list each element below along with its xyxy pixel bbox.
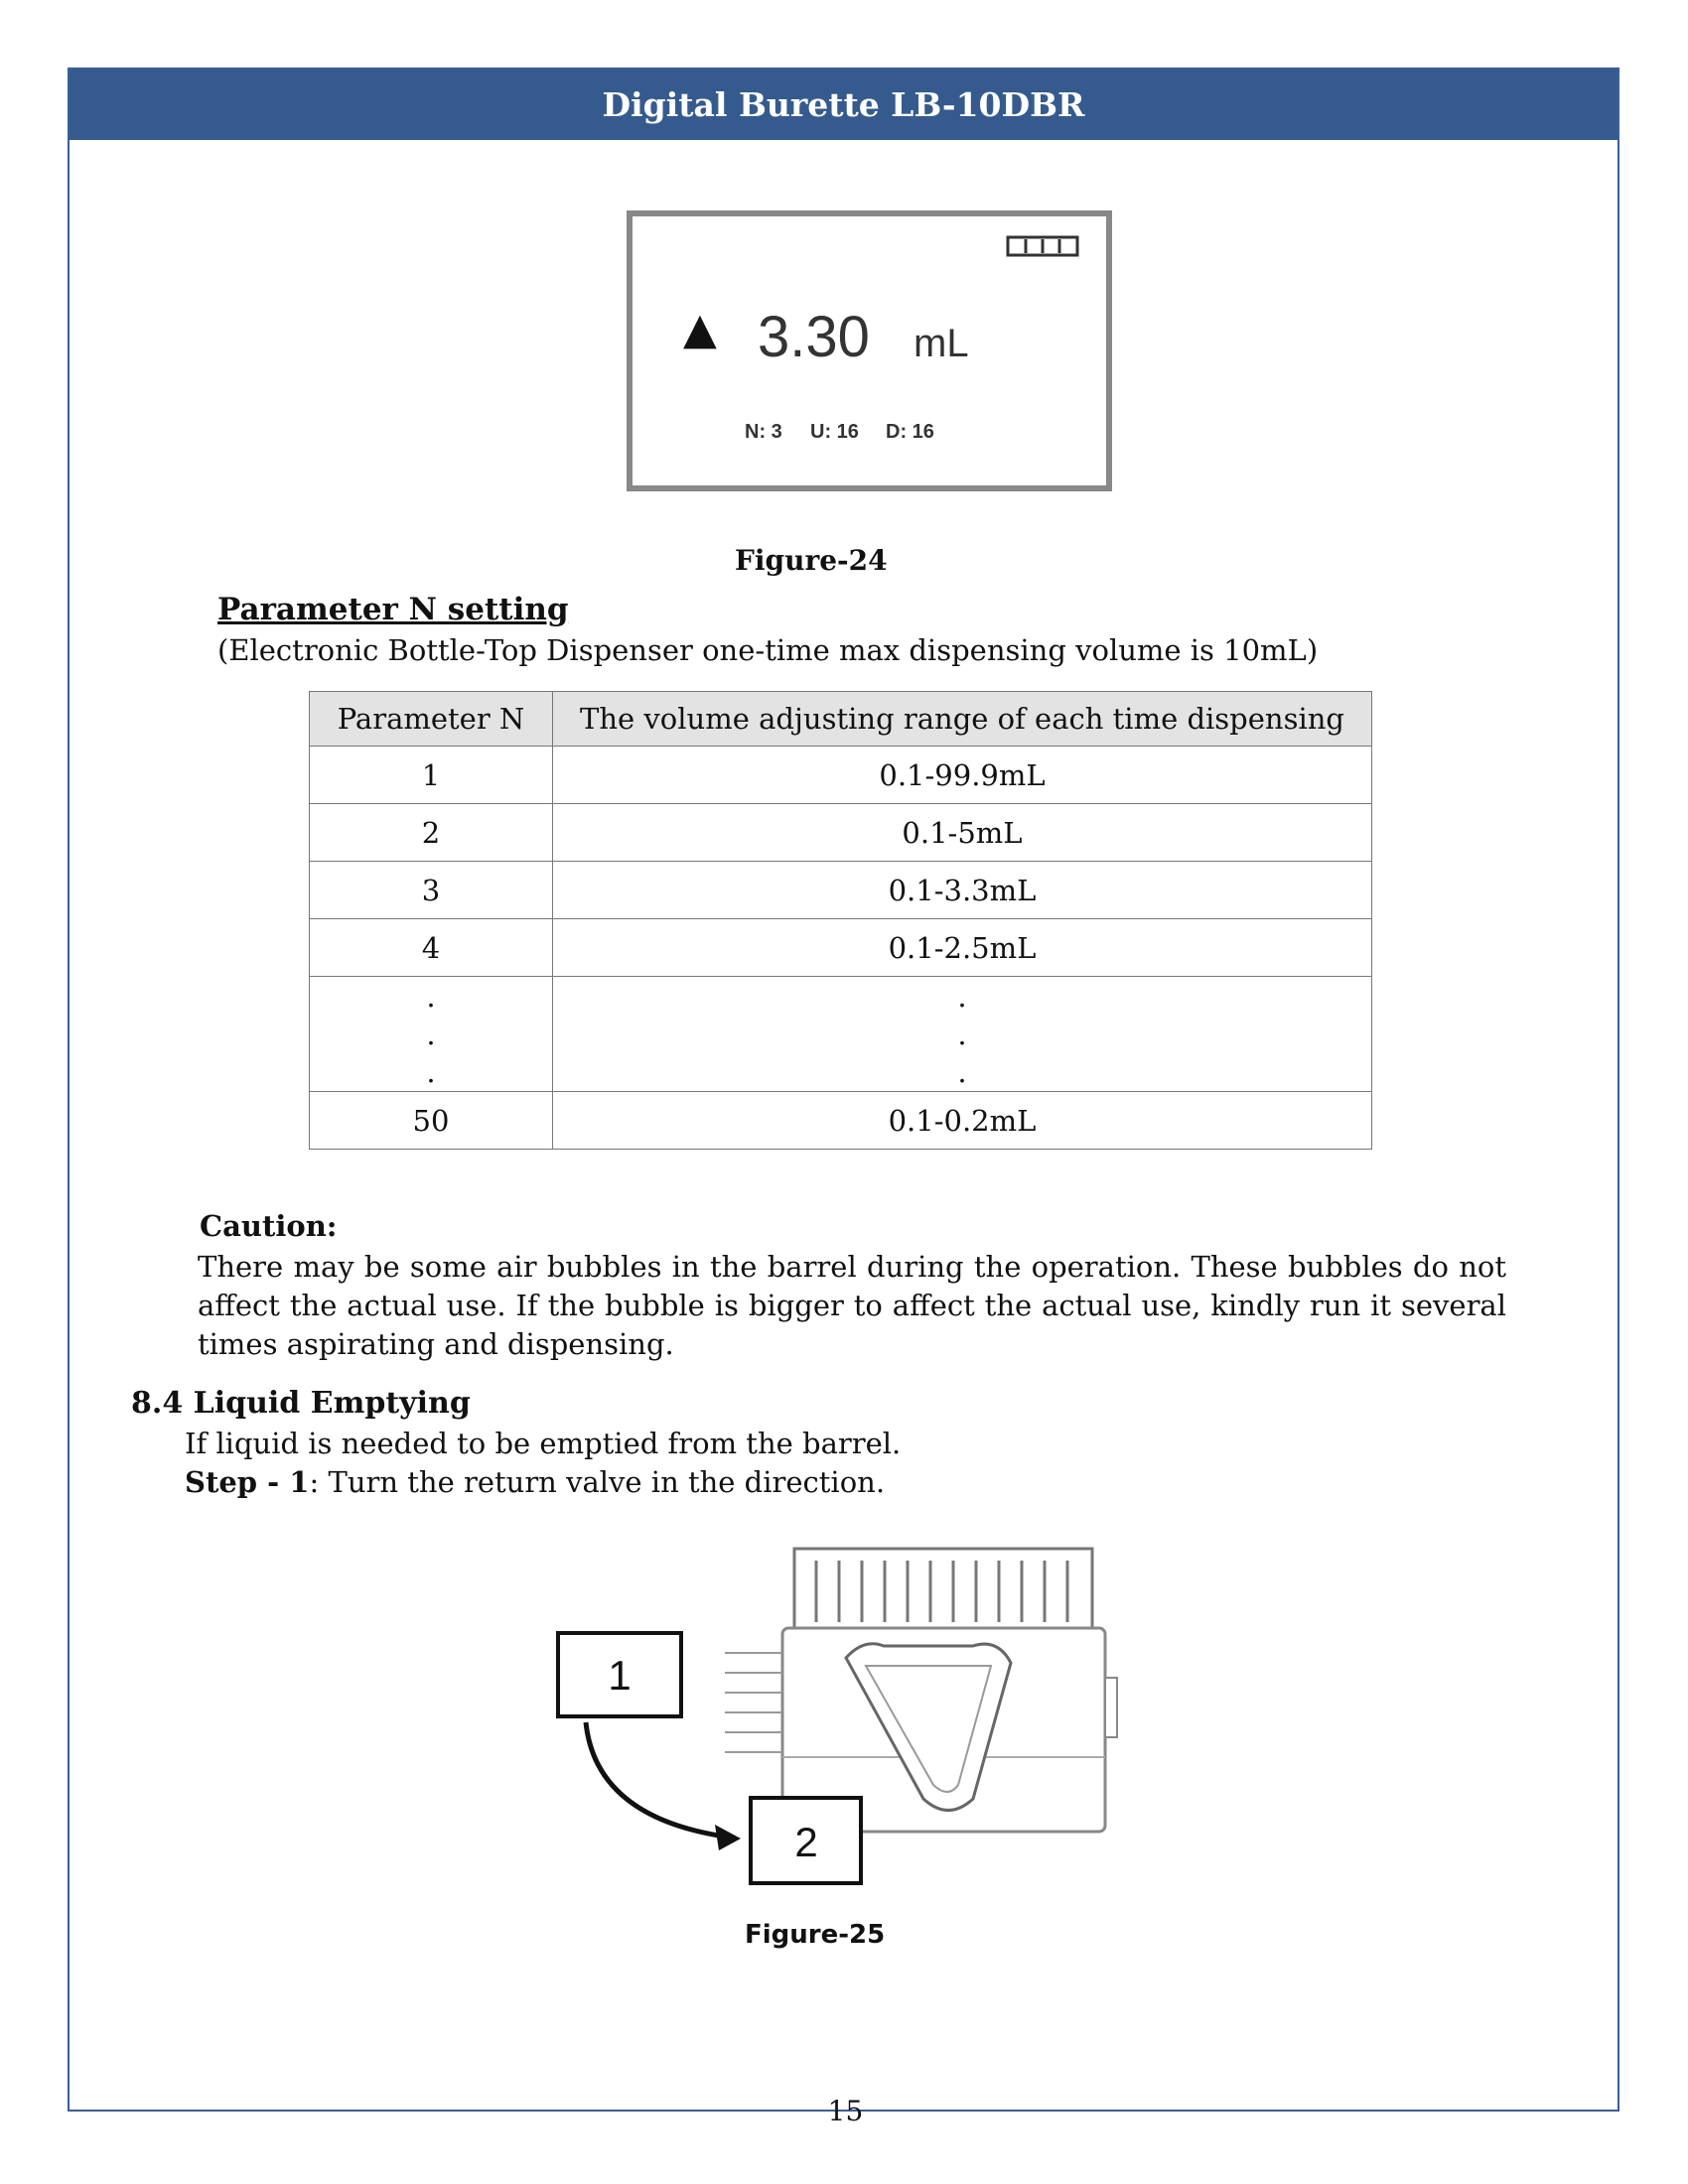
- table-cell: 50: [310, 1092, 553, 1150]
- parameter-note: (Electronic Bottle-Top Dispenser one-time max dispensing volume is 10mL): [217, 633, 1319, 667]
- table-row: [310, 977, 1372, 1092]
- valve-figure: [556, 1539, 1152, 1886]
- step-1-label: Step - 1: [185, 1465, 310, 1499]
- table-cell: 0.1-99.9mL: [553, 747, 1372, 804]
- rotation-arrow-icon: [586, 1722, 741, 1850]
- step-1-line: [185, 1463, 885, 1502]
- table-row: [310, 862, 1372, 919]
- table-cell: 2: [310, 804, 553, 862]
- page-frame: [68, 68, 1619, 2127]
- lcd-d-value: D: 16: [886, 421, 934, 443]
- table-cell: 3: [310, 862, 553, 919]
- lcd-display-figure: [626, 209, 1113, 492]
- lcd-volume-value: 3.30: [758, 305, 870, 369]
- lcd-arrow-icon: ▲: [683, 304, 717, 354]
- table-cell: 4: [310, 919, 553, 977]
- step-1-text: : Turn the return valve in the direction.: [309, 1465, 886, 1499]
- header-parameter-n: Parameter N: [310, 692, 553, 747]
- table-cell: 0.1-0.2mL: [553, 1092, 1372, 1150]
- liquid-emptying-heading: 8.4 Liquid Emptying: [131, 1386, 471, 1421]
- caution-heading: Caution:: [200, 1209, 338, 1243]
- figure-25-caption: Figure-25: [745, 1920, 886, 1950]
- parameter-table: [309, 691, 1372, 1150]
- page-number: 15: [827, 2095, 864, 2127]
- table-row: [310, 919, 1372, 977]
- lcd-volume-unit: mL: [914, 322, 969, 365]
- page-header: Digital Burette LB-10DBR: [70, 69, 1618, 140]
- liquid-emptying-intro: If liquid is needed to be emptied from the barrel.: [185, 1427, 902, 1460]
- table-row: [310, 747, 1372, 804]
- header-volume-range: The volume adjusting range of each time dispensing: [553, 692, 1372, 747]
- parameter-heading: Parameter N setting: [217, 592, 569, 627]
- table-row: [310, 1092, 1372, 1150]
- valve-label-2: 2: [794, 1819, 818, 1865]
- table-row: [310, 804, 1372, 862]
- lcd-u-value: U: 16: [810, 421, 859, 443]
- table-cell: 0.1-2.5mL: [553, 919, 1372, 977]
- lcd-n-value: N: 3: [745, 421, 782, 443]
- table-cell: 0.1-5mL: [553, 804, 1372, 862]
- table-cell-ellipsis: . . .: [553, 977, 1372, 1092]
- table-cell: 1: [310, 747, 553, 804]
- valve-label-1: 1: [608, 1652, 632, 1699]
- table-cell-ellipsis: . . .: [310, 977, 553, 1092]
- figure-24-caption: Figure-24: [735, 544, 888, 577]
- table-header-row: [310, 692, 1372, 747]
- caution-text: There may be some air bubbles in the barrel during the operation. These bubbles do not affect the actual use. If the bubble is bigger to affect the actual use, kindly run it several times aspirating and dispensing.: [198, 1250, 1506, 1361]
- table-cell: 0.1-3.3mL: [553, 862, 1372, 919]
